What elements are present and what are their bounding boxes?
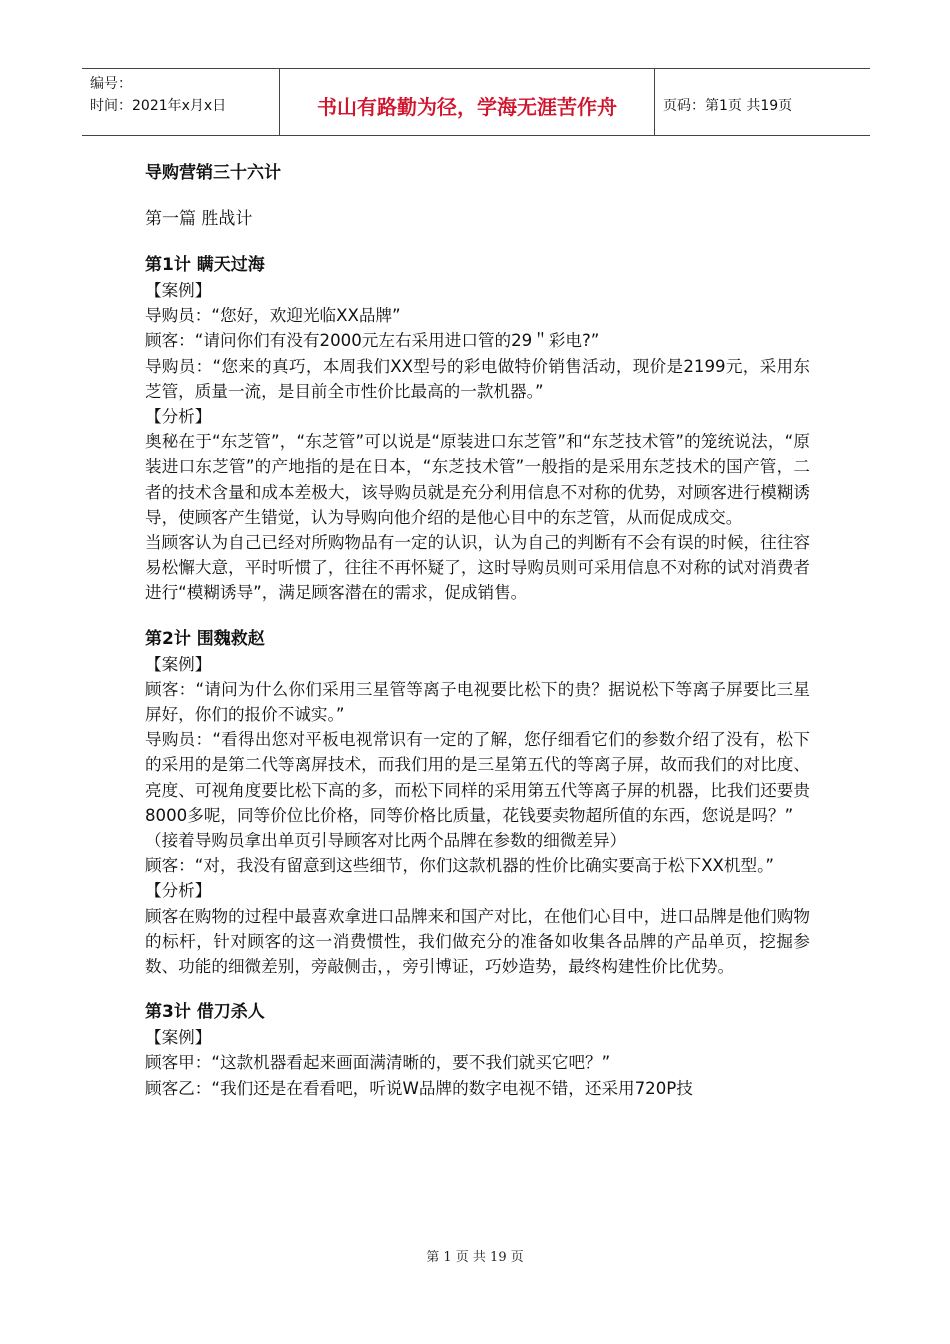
section-title: 第1计 瞒天过海 xyxy=(145,255,265,275)
paragraph: 【案例】 xyxy=(145,1028,212,1048)
serial-label: 编号： xyxy=(90,76,132,92)
part-title: 第一篇 胜战计 xyxy=(145,209,253,229)
section-title: 第3计 借刀杀人 xyxy=(145,1002,265,1023)
paragraph: 顾客乙：“我们还是在看看吧，听说W品牌的数字电视不错，还采用720P技 xyxy=(145,1078,693,1098)
paragraph: 顾客：“请问你们有没有2000元左右采用进口管的29＂彩电?” xyxy=(145,331,600,351)
header-motto: 书山有路勤为径，学海无涯苦作舟 xyxy=(279,69,655,135)
paragraph: 导购员：“您来的真巧，本周我们XX型号的彩电做特价销售活动，现价是2199元，采用东芝管，质量一流，是目前全市性价比最高的一款机器。” xyxy=(145,356,810,401)
document-body xyxy=(145,160,810,1101)
page-footer: 第 1 页 共 19 页 xyxy=(426,1250,524,1265)
header-page-info: 页码：第1页 共19页 xyxy=(663,98,793,114)
paragraph: 当顾客认为自己已经对所购物品有一定的认识，认为自己的判断有不会有误的时候，往往容易松懈大意，平时听惯了，往往不再怀疑了，这时导购员则可采用信息不对称的试对消费者进行“模糊诱导”，满足顾客潜在的需求，促成销售。 xyxy=(145,533,810,603)
section-1 xyxy=(145,252,810,606)
section-2 xyxy=(145,626,810,980)
paragraph: 【分析】 xyxy=(145,407,212,427)
time-label: 时间：2021年x月x日 xyxy=(90,98,227,114)
paragraph: （接着导购员拿出单页引导顾客对比两个品牌在参数的细微差异） xyxy=(145,831,627,851)
paragraph: 导购员：“您好，欢迎光临XX品牌” xyxy=(145,306,401,326)
page-header xyxy=(82,68,870,136)
section-title: 第2计 围魏救赵 xyxy=(145,628,265,649)
paragraph: 【案例】 xyxy=(145,654,212,674)
section-3 xyxy=(145,999,810,1101)
header-meta xyxy=(82,69,279,135)
paragraph: 奥秘在于“东芝管”，“东芝管”可以说是“原装进口东芝管”和“东芝技术管”的笼统说法，“原装进口东芝管”的产地指的是在日本，“东芝技术管”一般指的是采用东芝技术的国产管，二者的技术含量和成本差极大，该导购员就是充分利用信息不对称的优势，对顾客进行模糊诱导，使顾客产生错觉，认为导购向他介绍的是他心目中的东芝管，从而促成成交。 xyxy=(145,432,810,527)
paragraph: 顾客甲：“这款机器看起来画面满清晰的，要不我们就买它吧？” xyxy=(145,1053,611,1073)
paragraph: 顾客在购物的过程中最喜欢拿进口品牌来和国产对比，在他们心目中，进口品牌是他们购物的标杆，针对顾客的这一消费惯性，我们做充分的准备如收集各品牌的产品单页，挖掘参数、功能的细微差别，旁敲侧击，，旁引博证，巧妙造势，最终构建性价比优势。 xyxy=(145,906,810,977)
paragraph: 【案例】 xyxy=(145,281,212,300)
paragraph: 【分析】 xyxy=(145,881,212,901)
document-title: 导购营销三十六计 xyxy=(145,163,281,183)
paragraph: 顾客：“对，我没有留意到这些细节，你们这款机器的性价比确实要高于松下XX机型。” xyxy=(145,856,775,876)
paragraph: 顾客：“请问为什么你们采用三星管等离子电视要比松下的贵？据说松下等离子屏要比三星屏好，你们的报价不诚实。” xyxy=(145,679,810,725)
paragraph: 导购员：“看得出您对平板电视常识有一定的了解，您仔细看它们的参数介绍了没有，松下的采用的是第二代等离屏技术，而我们用的是三星第五代的等离子屏，故而我们的对比度、亮度、可视角度要比松下高的多，而松下同样的采用第五代等离子屏的机器，比我们还要贵8000多呢，同等价位比价格，同等价格比质量，花钱要卖物超所值的东西，您说是吗？” xyxy=(145,730,810,825)
